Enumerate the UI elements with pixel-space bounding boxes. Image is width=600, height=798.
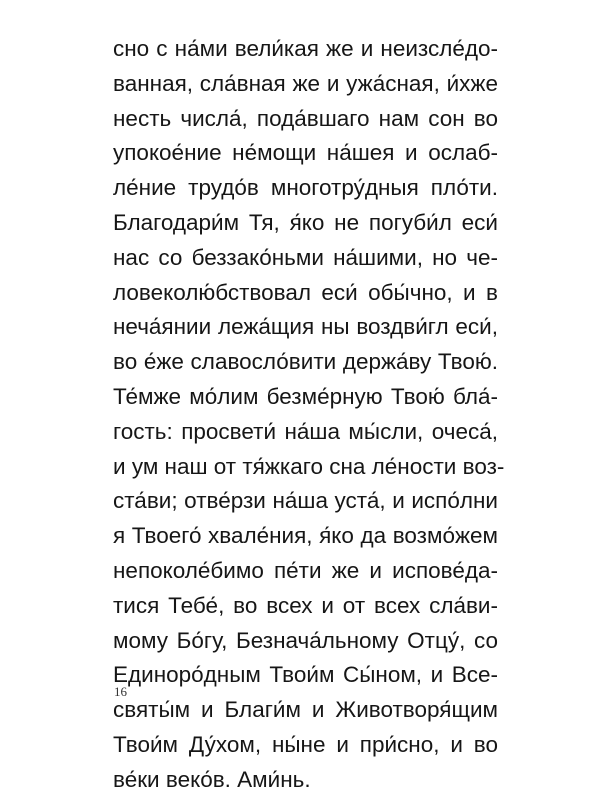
text-line-13: и ум наш от тя́жкаго сна ле́ности воз- <box>113 453 505 479</box>
text-line-18: мому Бо́гу, Безнача́льному Отцу́, со <box>113 627 498 653</box>
text-line-1: сно с на́ми вели́кая же и неизсле́до- <box>113 36 498 61</box>
prayer-text <box>113 32 505 798</box>
text-line-6: Благодари́м Тя, я́ко не погуби́л еси́ <box>113 209 498 235</box>
text-line-3: несть числа́, пода́вшаго нам сон во <box>113 105 498 131</box>
text-line-11: Те́мже мо́лим безме́рную Твою́ бла́- <box>113 383 498 409</box>
text-line-8: ловеколю́бствовал еси́ обы́чно, и в <box>113 279 498 305</box>
text-line-14: ста́ви; отве́рзи на́ша уста́, и испо́лни <box>113 488 498 514</box>
text-line-15: я Твоего́ хвале́ния, я́ко да возмо́жем <box>113 523 498 549</box>
text-line-16: непоколе́бимо пе́ти же и испове́да- <box>113 557 498 583</box>
text-line-7: нас со беззако́ньми на́шими, но че- <box>113 244 498 270</box>
text-line-9: неча́янии лежа́щия ны воздви́гл еси́, <box>113 314 498 340</box>
page-number: 16 <box>114 684 127 699</box>
text-line-2: ванная, сла́вная же и ужа́сная, и́хже <box>113 70 498 96</box>
text-line-22: ве́ки веко́в. Ами́нь. <box>113 766 311 792</box>
text-line-19: Единоро́дным Твои́м Сы́ном, и Все- <box>113 662 498 688</box>
text-line-12: гость: просвети́ на́ша мы́сли, очеса́, <box>113 418 498 444</box>
text-line-17: тися Тебе́, во всех и от всех сла́ви- <box>113 592 498 618</box>
text-line-5: ле́ние трудо́в многотру́дныя пло́ти. <box>113 175 498 201</box>
text-line-21: Твои́м Ду́хом, ны́не и при́сно, и во <box>113 731 498 757</box>
text-line-10: во е́же славосло́вити держа́ву Твою́. <box>113 349 498 375</box>
text-line-4: упокое́ние не́мощи на́шея и ослаб- <box>113 140 498 166</box>
text-line-20: святы́м и Благи́м и Животворя́щим <box>113 697 498 723</box>
